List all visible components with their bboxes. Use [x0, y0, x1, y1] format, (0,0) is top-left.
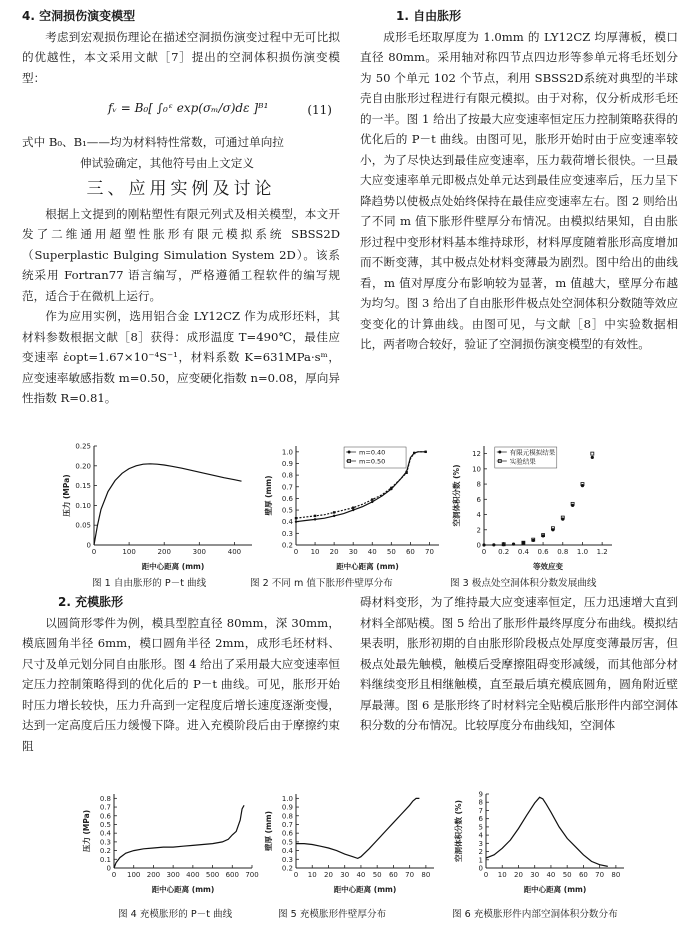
figure-6	[452, 786, 632, 900]
y-tick-label: 0	[478, 864, 483, 873]
y-tick-label: 0.5	[281, 506, 293, 515]
y-tick-label: 7	[478, 806, 483, 815]
y-tick-label: 0.9	[281, 459, 293, 468]
x-tick-label: 0.2	[498, 548, 510, 556]
symbol-explanation: 式中 B₀、B₁——均为材料特性常数，可通过单向拉 伸试验确定，其他符号由上文定义	[22, 135, 284, 170]
y-tick-label: 0	[86, 541, 91, 550]
chart-thickness-die	[262, 786, 442, 896]
series-line	[486, 797, 608, 866]
y-tick-label: 0.3	[99, 838, 111, 847]
legend-label: m=0.40	[359, 448, 386, 457]
x-axis-label: 距中心距离 (mm)	[141, 562, 205, 571]
x-tick-label: 0	[293, 548, 299, 556]
x-tick-label: 0.6	[537, 548, 549, 556]
y-axis-label: 压力 (MPa)	[82, 809, 91, 853]
x-tick-label: 0	[91, 548, 97, 556]
x-axis-label: 等效应变	[533, 562, 563, 571]
x-tick-label: 30	[348, 548, 358, 556]
y-axis-label: 压力 (MPa)	[62, 474, 71, 517]
y-tick-label: 4	[478, 831, 483, 840]
y-axis-label: 壁厚 (mm)	[264, 810, 273, 852]
x-axis-label: 距中心距离 (mm)	[333, 885, 397, 894]
y-tick-label: 2	[478, 848, 483, 857]
x-tick-label: 10	[497, 871, 507, 879]
x-axis-label: 距中心距离 (mm)	[336, 562, 399, 571]
chart-pt-die	[80, 786, 260, 896]
chart-thickness-m	[262, 438, 447, 573]
x-tick-label: 300	[166, 871, 180, 879]
data-point	[492, 543, 495, 546]
y-tick-label: 0	[476, 541, 481, 550]
x-tick-label: 40	[546, 871, 556, 879]
y-tick-label: 0.8	[99, 794, 111, 803]
x-tick-label: 20	[329, 548, 339, 556]
x-tick-label: 70	[425, 548, 434, 556]
x-tick-label: 30	[340, 871, 350, 879]
x-tick-label: 400	[186, 871, 200, 879]
data-point	[371, 501, 373, 503]
x-tick-label: 0.8	[557, 548, 569, 556]
y-tick-label: 0.20	[75, 462, 91, 471]
series-line	[114, 805, 244, 868]
y-tick-label: 0.1	[99, 855, 111, 864]
x-tick-label: 20	[324, 871, 333, 879]
x-tick-label: 10	[307, 871, 317, 879]
left-column-top	[22, 6, 340, 409]
y-tick-label: 0.9	[281, 803, 293, 812]
y-tick-label: 0	[106, 864, 111, 873]
x-tick-label: 80	[421, 871, 431, 879]
y-tick-label: 0.5	[99, 820, 111, 829]
figure-2	[262, 438, 447, 577]
y-tick-label: 0.2	[281, 541, 293, 550]
x-tick-label: 300	[192, 548, 207, 556]
x-tick-label: 70	[595, 871, 605, 879]
figure-caption: 图 3 极点处空洞体积分数发展曲线	[450, 578, 597, 589]
x-tick-label: 10	[310, 548, 320, 556]
section-heading-void-damage: 4. 空洞损伤演变模型	[22, 9, 136, 23]
x-tick-label: 70	[405, 871, 415, 879]
y-axis-label: 空洞体积分数 (%)	[452, 464, 461, 527]
series-line	[296, 798, 419, 858]
y-tick-label: 10	[472, 465, 481, 474]
subsection-heading-die-bulging: 2. 充模胀形	[58, 595, 124, 609]
x-tick-label: 50	[562, 871, 572, 879]
x-tick-label: 400	[227, 548, 242, 556]
figure-5	[262, 786, 442, 900]
y-tick-label: 4	[476, 511, 481, 520]
data-point	[413, 452, 415, 454]
x-tick-label: 0	[481, 548, 487, 556]
data-point	[390, 487, 392, 489]
y-tick-label: 0.05	[75, 521, 91, 530]
figure-caption: 图 4 充模胀形的 P－t 曲线	[118, 909, 233, 920]
y-tick-label: 1.0	[281, 794, 293, 803]
data-point	[333, 511, 335, 513]
equation-text: fᵥ = B₀[ ∫₀ᵋ exp(σₘ/σ)dε ]ᴮ¹	[108, 101, 269, 115]
x-tick-label: 200	[146, 871, 161, 879]
data-point	[352, 507, 354, 509]
y-tick-label: 8	[478, 798, 483, 807]
left-column-bottom	[22, 592, 340, 756]
y-tick-label: 0.15	[75, 482, 91, 491]
y-tick-label: 6	[476, 495, 481, 504]
series-line	[94, 464, 242, 545]
subsection-heading-free-bulging: 1. 自由胀形	[396, 9, 462, 23]
data-point	[482, 543, 485, 546]
data-point	[591, 456, 594, 459]
x-tick-label: 100	[127, 871, 141, 879]
legend-label: 有限元模拟结果	[509, 448, 556, 457]
legend-label: m=0.50	[359, 457, 386, 466]
x-tick-label: 100	[122, 548, 136, 556]
paragraph: 成形毛坯取厚度为 1.0mm 的 LY12CZ 均厚薄板，模口直径 80mm。采用轴对称四节点四边形等参单元将毛坯划分为 50 个单元 102 个节点，利用 SBSS2D系统对典型的半球壳自由胀形过程进行有限元模拟。由于对称，仅分析成形毛坯的一半。图 1 给出了按最大应变速率恒定压力控制策略获得的优化后的 P－t 曲线。由图可见，胀形开始时由于应变速率较小，为了尽快达到最佳应变速率，压力载荷增长很快。一旦最大应变速率单元即极点处单元达到最佳应变速率后，压力呈下降趋势以使极点处始终保持在最佳应变速率左右。图 2 则给出了不同 m 值下胀形件壁厚分布情况。由模拟结果知，自由胀形过程中变形材料基本维持球形，材料厚度随着胀形高度增加而不断变薄，其中极点处材料变薄最为剧烈。图中给出的曲线看，m 值对厚度分布影响较为显著，m 值越大，壁厚分布越为均匀。图 3 给出了自由胀形件极点处空洞体积分数随等效应变变化的计算曲线。由图可见，与文献［8］中实验数据相比，两者吻合较好，验证了空洞损伤演变模型的有效性。	[360, 29, 678, 351]
figure-caption: 图 1 自由胀形的 P－t 曲线	[92, 578, 207, 589]
y-tick-label: 0.7	[99, 803, 111, 812]
figure-caption: 图 5 充模胀形件壁厚分布	[278, 909, 387, 920]
x-tick-label: 50	[372, 871, 382, 879]
x-tick-label: 50	[386, 548, 396, 556]
x-tick-label: 40	[356, 871, 366, 879]
data-point	[314, 515, 316, 517]
y-tick-label: 0.5	[281, 838, 293, 847]
chart-pt-free	[60, 438, 260, 573]
equation-11	[22, 88, 340, 132]
y-tick-label: 3	[478, 839, 483, 848]
x-tick-label: 0	[111, 871, 117, 879]
y-tick-label: 0.4	[281, 518, 293, 527]
y-tick-label: 1	[478, 856, 483, 865]
y-axis-label: 壁厚 (mm)	[264, 475, 273, 516]
equation-number: (11)	[307, 103, 332, 117]
x-tick-label: 60	[578, 871, 588, 879]
x-tick-label: 20	[514, 871, 523, 879]
paragraph: 以圆筒形零件为例，模具型腔直径 80mm，深 30mm，模底圆角半径 6mm，模口圆角半径 2mm，成形毛坯材料、尺寸及单元划分同自由胀形。图 4 给出了采用最大应变速率恒定压力控制策略得到的优化后的 P－t 曲线。可见，胀形开始时压力增长较快，压力升高到一定程度后增长速度逐渐变慢，达到一定高度后压力缓慢下降。进入充模阶段后由于摩擦约束阻	[22, 615, 340, 753]
y-tick-label: 0.2	[281, 864, 293, 873]
chart-void-distribution	[452, 786, 632, 896]
right-column-bottom	[360, 592, 678, 736]
x-tick-label: 200	[157, 548, 171, 556]
y-tick-label: 8	[476, 480, 481, 489]
y-tick-label: 0.7	[281, 820, 293, 829]
x-tick-label: 60	[388, 871, 398, 879]
right-column-top	[360, 6, 678, 355]
x-tick-label: 0	[483, 871, 489, 879]
data-point	[333, 515, 335, 517]
x-tick-label: 1.2	[596, 548, 608, 556]
data-point	[295, 521, 297, 523]
x-axis-label: 距中心距离 (mm)	[151, 885, 215, 894]
data-point	[371, 498, 373, 500]
y-tick-label: 0.2	[99, 847, 111, 856]
y-tick-label: 0.7	[281, 483, 293, 492]
y-axis-label: 空洞体积分数 (%)	[454, 800, 463, 862]
y-tick-label: 0.25	[75, 442, 91, 451]
figure-caption: 图 6 充模胀形件内部空洞体积分数分布	[452, 909, 618, 920]
figure-3	[450, 438, 620, 577]
data-point	[424, 451, 426, 453]
x-tick-label: 1.0	[576, 548, 589, 556]
legend-label: 实验结果	[509, 457, 536, 466]
x-tick-label: 500	[205, 871, 220, 879]
x-tick-label: 60	[405, 548, 415, 556]
data-point	[512, 542, 515, 545]
data-point	[591, 452, 594, 455]
x-tick-label: 30	[530, 871, 540, 879]
y-tick-label: 12	[472, 450, 481, 459]
paragraph: 根据上文提到的刚粘塑性有限元列式及相关模型，本文开发了二维通用超塑性胀形有限元模拟系统 SBSS2D（Superplastic Bulging Simulation System 2D）。该系统采用 Fortran77 语言编写，严格遵循工程软件的编写规范，适合于在微机上运行。	[22, 206, 340, 303]
x-axis-label: 距中心距离 (mm)	[523, 885, 587, 894]
x-tick-label: 600	[225, 871, 239, 879]
y-tick-label: 9	[478, 790, 483, 799]
y-tick-label: 5	[478, 823, 483, 832]
y-tick-label: 0.3	[281, 529, 293, 538]
x-tick-label: 40	[367, 548, 377, 556]
y-tick-label: 0.3	[281, 855, 293, 864]
figure-caption: 图 2 不同 m 值下胀形件壁厚分布	[250, 578, 393, 589]
x-tick-label: 0	[293, 871, 299, 879]
x-tick-label: 0.4	[517, 548, 529, 556]
paragraph: 作为应用实例，选用铝合金 LY12CZ 作为成形坯料，其材料参数根据文献［8］获得：成形温度 T=490℃，最佳应变速率 ε̇opt=1.67×10⁻⁴S⁻¹，材料系数 K=631MPa·sᵐ，应变速率敏感指数 m=0.50，应变硬化指数 n=0.08，厚向异性指数 R=0.81。	[22, 309, 340, 405]
section-title: 三、应用实例及讨论	[86, 179, 276, 199]
figure-4	[80, 786, 260, 900]
y-tick-label: 1.0	[281, 448, 293, 457]
y-tick-label: 0.6	[281, 829, 293, 838]
data-point	[405, 472, 407, 474]
paragraph: 考虑到宏观损伤理论在描述空洞损伤演变过程中无可比拟的优越性，本文采用文献［7］提出的空洞体积损伤演变模型：	[22, 29, 340, 85]
data-point	[295, 517, 297, 519]
y-tick-label: 2	[476, 526, 481, 535]
y-tick-label: 0.10	[75, 501, 91, 510]
x-tick-label: 700	[245, 871, 259, 879]
y-tick-label: 0.4	[99, 829, 111, 838]
y-tick-label: 0.6	[99, 812, 111, 821]
y-tick-label: 0.8	[281, 812, 293, 821]
y-tick-label: 0.8	[281, 471, 293, 480]
data-point	[352, 509, 354, 511]
y-tick-label: 0.4	[281, 847, 293, 856]
chart-void-strain	[450, 438, 620, 573]
paragraph: 碍材料变形，为了维持最大应变速率恒定，压力迅速增大直到材料全部贴模。图 5 给出了胀形件最终厚度分布曲线。模拟结果表明，胀形初期的自由胀形阶段极点处厚度变薄最厉害，但极点处最先触模，触模后受摩擦阻碍变形减缓，而其他部分材料继续变形且相继触模，直至最后填充模底圆角，圆角附近壁厚最薄。图 6 是胀形终了时材料完全贴模后胀形件内部空洞体积分数的分布情况。比较厚度分布曲线知，空洞体	[360, 595, 678, 732]
y-tick-label: 6	[478, 815, 483, 824]
data-point	[314, 518, 316, 520]
x-tick-label: 80	[611, 871, 621, 879]
y-tick-label: 0.6	[281, 494, 293, 503]
figure-1	[60, 438, 260, 577]
